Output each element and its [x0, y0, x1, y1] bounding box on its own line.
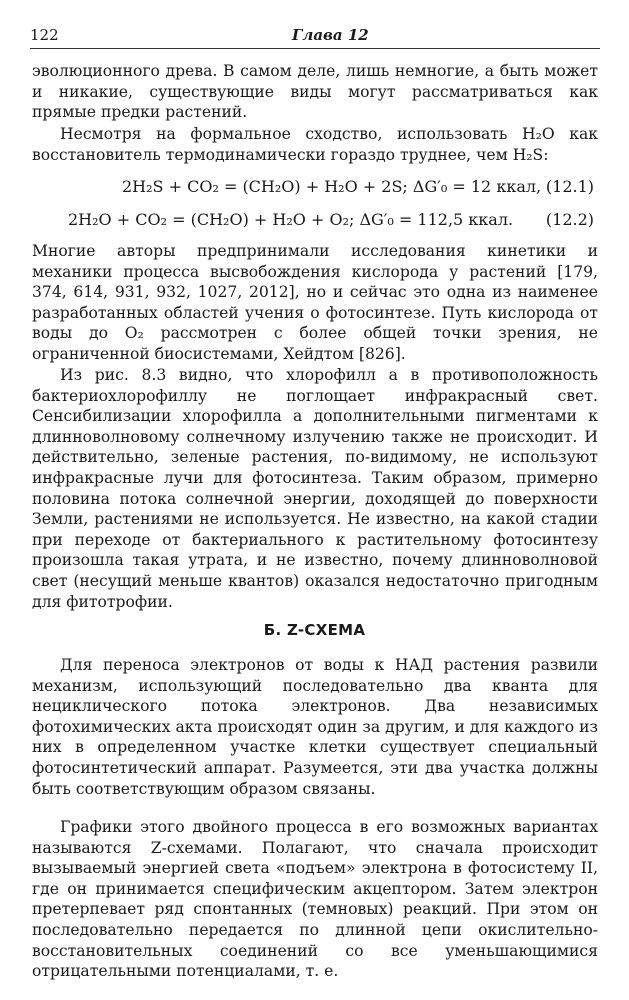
page-number: 122	[30, 26, 59, 44]
paragraph-figure-reference: Из рис. 8.3 видно, что хлорофилл a в противоположность бактериохлорофиллу не поглощает инфракрасный свет. Сенсибилизации хлорофилла a дополнительными пигментами к длинноволновому солнечному излучению также не происходит. И действительно, зеленые растения, по-видимому, не используют инфракрасные лучи для фотосинтеза. Таким образом, примерно половина потока солнечной энергии, доходящей до поверхности Земли, растениями не используется. Не известно, на какой стадии при переходе от бактериального к растительному фотосинтезу произошла такая утрата, и не известно, почему длинноволновой свет (несущий меньше квантов) оказался недостаточно пригодным для фитотрофии.	[32, 366, 598, 611]
section-heading: Б. Z-СХЕМА	[263, 621, 366, 639]
equation-12-1	[30, 177, 596, 199]
equation-number: (12.2)	[545, 210, 594, 229]
running-head: Глава 12	[292, 26, 369, 44]
equation-formula: 2H₂O + CO₂ = (CH₂O) + H₂O + O₂; ΔG′₀ = 112,5 ккал.	[68, 210, 514, 229]
equation-number: (12.1)	[545, 177, 594, 196]
header-rule	[30, 48, 600, 49]
equation-formula: 2H₂S + CO₂ = (CH₂O) + H₂O + 2S; ΔG′₀ = 12 ккал,	[122, 177, 542, 196]
equation-12-2	[30, 210, 596, 232]
paragraph-electron-transfer: Для переноса электронов от воды к НАД растения развили механизм, использующий последовательно два кванта для нециклического потока электронов. Два независимых фотохимических акта происходят один за другим, и для каждого из них в определенном участке клетки существует специальный фотосинтетический аппарат. Разумеется, эти два участка должны быть соответствующим образом связаны.	[32, 656, 598, 798]
paragraph-intro: Несмотря на формальное сходство, использовать H₂O как восстановитель термодинамически гораздо труднее, чем H₂S:	[32, 125, 598, 164]
paragraph-continuation: эволюционного древа. В самом деле, лишь немногие, а быть может и никакие, существующие виды могут рассматриваться как прямые предки растений.	[32, 62, 598, 122]
paragraph-z-scheme: Графики этого двойного процесса в его возможных вариантах называются Z-схемами. Полагают, что сначала происходит вызываемый энергией света «подъем» электрона в фотосистему II, где он принимается специфическим акцептором. Затем электрон претерпевает ряд спонтанных (темновых) реакций. При этом он последовательно передается по длинной цепи окислительно-восстановительных соединений со все уменьшающимися отрицательными потенциалами, т. е.	[32, 818, 598, 981]
page-header	[30, 22, 600, 48]
paragraph-authors: Многие авторы предпринимали исследования кинетики и механики процесса высвобождения кислорода у растений [179, 374, 614, 931, 932, 1027, 2012], но и сейчас это одна из наименее разработанных областей учения о фотосинтезе. Путь кислорода от воды до O₂ рассмотрен с более общей точки зрения, не ограниченной биосистемами, Хейдтом [826].	[32, 242, 598, 363]
